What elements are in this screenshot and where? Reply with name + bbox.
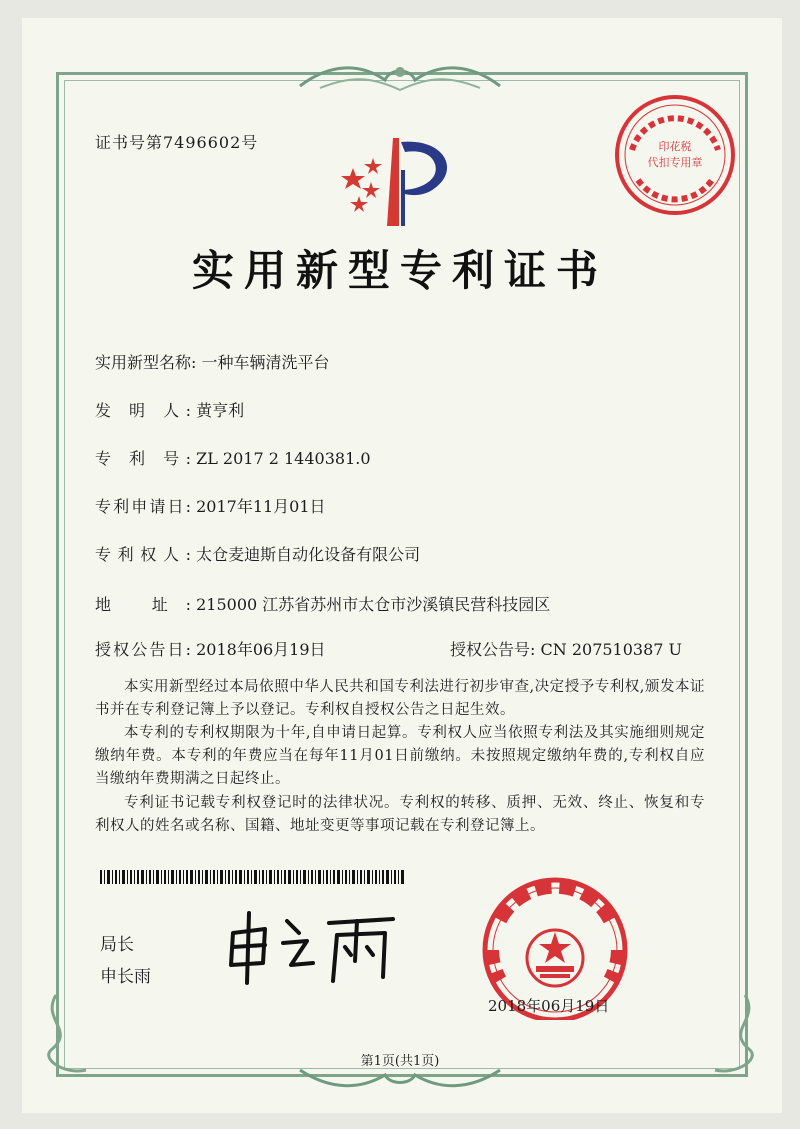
field-value: 太仓麦迪斯自动化设备有限公司 xyxy=(196,545,421,564)
field-label: 专 利 号: xyxy=(95,449,191,468)
field-label: 实用新型名称: xyxy=(95,353,197,372)
field-label: 发 明 人: xyxy=(95,401,191,420)
field-label: 专利权人: xyxy=(95,545,191,564)
patent-office-logo xyxy=(335,130,465,230)
barcode xyxy=(100,870,405,884)
field-value: 2017年11月01日 xyxy=(196,497,326,516)
field-value: 2018年06月19日 xyxy=(196,640,326,659)
certificate-title: 实用新型专利证书 xyxy=(191,246,608,295)
field-inventor xyxy=(95,398,244,421)
bottom-ornament xyxy=(290,1065,510,1095)
field-label: 专利申请日: xyxy=(95,497,191,516)
top-ornament xyxy=(290,58,510,98)
field-grant-number xyxy=(450,637,682,660)
handwritten-signature xyxy=(225,905,400,985)
field-value: 黄亨利 xyxy=(196,401,245,420)
field-utility-model-name xyxy=(95,350,330,373)
field-label: 授权公告号: xyxy=(450,640,536,659)
field-label: 地 址: xyxy=(95,595,191,614)
field-patent-number xyxy=(95,446,371,469)
seal-date: 2018年06月19日 xyxy=(488,997,610,1015)
field-value: 一种车辆清洗平台 xyxy=(201,353,330,372)
field-patentee xyxy=(95,542,420,565)
svg-text:印花税: 印花税 xyxy=(658,140,692,153)
field-grant-date xyxy=(95,637,326,660)
body-paragraph-1: 本实用新型经过本局依照中华人民共和国专利法进行初步审查,决定授予专利权,颁发本证书并在专利登记簿上予以登记。专利权自授权公告之日起生效。 xyxy=(95,679,705,718)
certificate-number: 证书号第7496602号 xyxy=(95,133,259,152)
field-value: CN 207510387 U xyxy=(540,640,683,659)
body-paragraph-2: 本专利的专利权期限为十年,自申请日起算。专利权人应当依照专利法及其实施细则规定缴纳年费。本专利的年费应当在每年11月01日前缴纳。未按照规定缴纳年费的,专利权自应当缴纳年费期满之日起终止。 xyxy=(95,725,705,787)
field-value: 215000 江苏省苏州市太仓市沙溪镇民营科技园区 xyxy=(196,595,551,614)
page-number: 第1页(共1页) xyxy=(360,1054,440,1069)
signatory-title: 局长 xyxy=(100,935,134,955)
signatory-name: 申长雨 xyxy=(100,967,151,987)
field-value: ZL 2017 2 1440381.0 xyxy=(196,449,371,468)
field-address xyxy=(95,592,550,615)
svg-text:代扣专用章: 代扣专用章 xyxy=(647,156,703,169)
tax-stamp xyxy=(610,90,740,220)
field-filing-date xyxy=(95,494,326,517)
field-label: 授权公告日: xyxy=(95,640,191,659)
body-paragraph-3: 专利证书记载专利权登记时的法律状况。专利权的转移、质押、无效、终止、恢复和专利权人的姓名或名称、国籍、地址变更等事项记载在专利登记簿上。 xyxy=(95,795,705,834)
